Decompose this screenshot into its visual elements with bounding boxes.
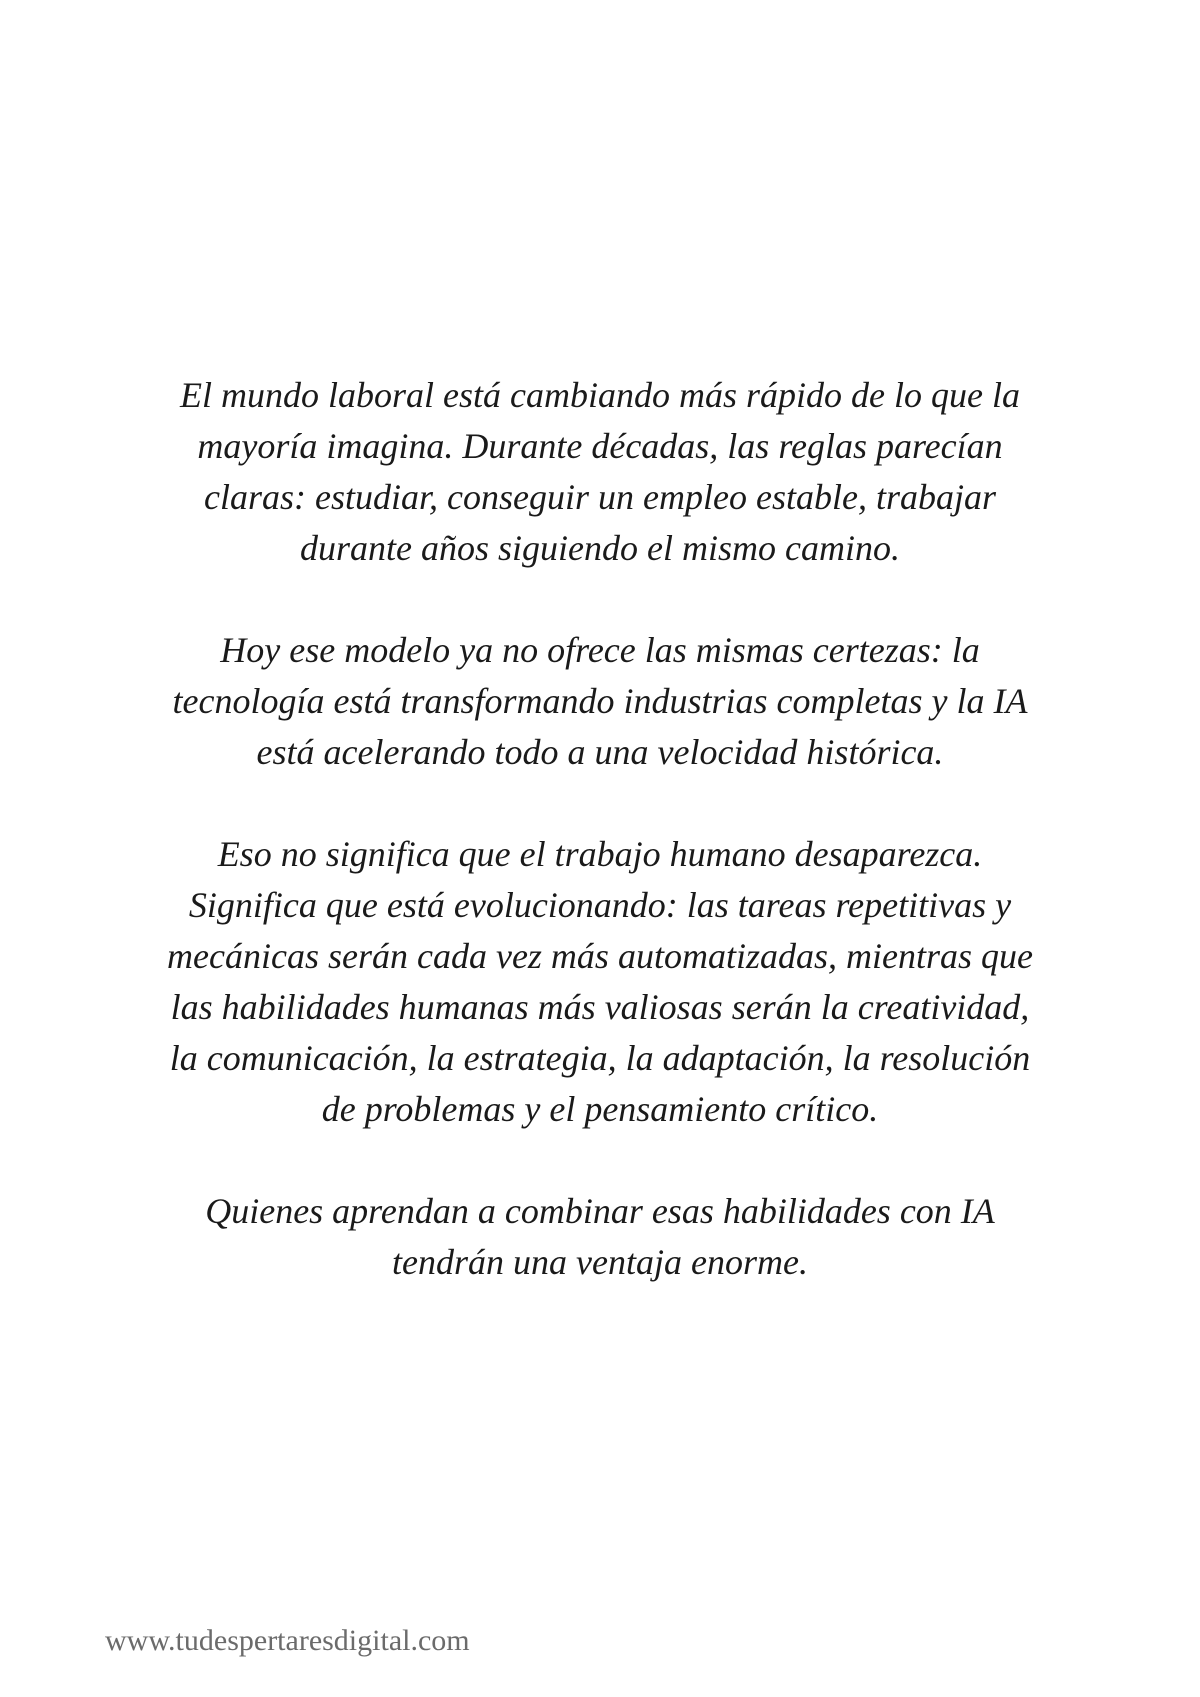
text-line: claras: estudiar, conseguir un empleo estable, trabajar — [204, 477, 996, 517]
body-text — [0, 370, 1200, 1339]
text-line: Hoy ese modelo ya no ofrece las mismas certezas: la — [220, 630, 980, 670]
text-line: tecnología está transformando industrias completas y la IA — [172, 681, 1028, 721]
text-line: El mundo laboral está cambiando más rápido de lo que la — [180, 375, 1020, 415]
text-line: de problemas y el pensamiento crítico. — [321, 1089, 879, 1129]
website-url: www.tudespertaresdigital.com — [105, 1624, 470, 1657]
paragraph — [0, 625, 1200, 778]
text-line: Significa que está evolucionando: las tareas repetitivas y — [188, 885, 1012, 925]
text-line: la comunicación, la estrategia, la adaptación, la resolución — [169, 1038, 1031, 1078]
paragraph — [0, 370, 1200, 574]
text-line: tendrán una ventaja enorme. — [392, 1242, 808, 1282]
text-line: durante años siguiendo el mismo camino. — [300, 528, 900, 568]
text-line: Eso no significa que el trabajo humano desaparezca. — [217, 834, 983, 874]
paragraph — [0, 1186, 1200, 1288]
text-line: Quienes aprendan a combinar esas habilidades con IA — [205, 1191, 995, 1231]
text-line: mayoría imagina. Durante décadas, las reglas parecían — [197, 426, 1003, 466]
text-line: mecánicas serán cada vez más automatizadas, mientras que — [167, 936, 1033, 976]
text-line: está acelerando todo a una velocidad histórica. — [256, 732, 944, 772]
paragraph — [0, 829, 1200, 1135]
text-line: las habilidades humanas más valiosas serán la creatividad, — [170, 987, 1030, 1027]
